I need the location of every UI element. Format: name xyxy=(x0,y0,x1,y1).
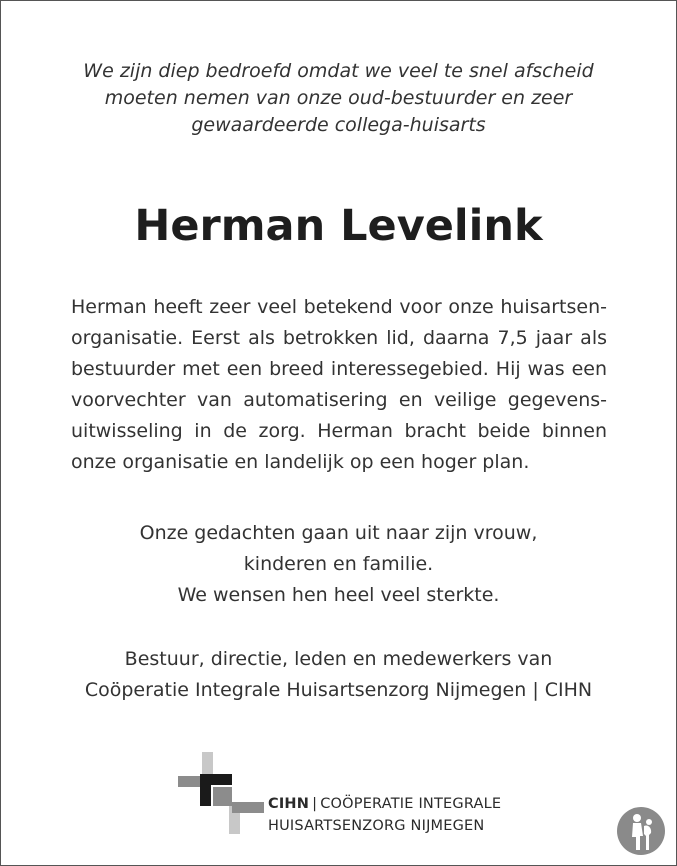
tribute-paragraph xyxy=(71,292,607,478)
logo-line-1 xyxy=(268,793,501,815)
tribute-line: onze organisatie en landelijk op een hoger plan. xyxy=(71,451,530,473)
condolence-line: Onze gedachten gaan uit naar zijn vrouw, xyxy=(139,522,538,544)
logo-brand: CIHN xyxy=(268,796,310,812)
logo-line-1-rest: COÖPERATIE INTEGRALE xyxy=(320,796,502,812)
logo-line-2: HUISARTSENZORG NIJMEGEN xyxy=(268,818,485,834)
tribute-line: Herman heeft zeer veel betekend voor onze huisartsen- xyxy=(71,296,607,318)
logo-separator: | xyxy=(312,796,318,812)
cihn-cross-logo-icon xyxy=(178,752,268,836)
signature-line: Coöperatie Integrale Huisartsenzorg Nijmegen | CIHN xyxy=(84,679,593,701)
cihn-logo-text xyxy=(268,793,501,837)
intro-line: moeten nemen van onze oud-bestuurder en zeer xyxy=(104,87,573,109)
signature-text xyxy=(0,644,677,706)
deceased-name: Herman Levelink xyxy=(134,201,543,251)
intro-text xyxy=(0,58,677,139)
intro-line: gewaardeerde collega-huisarts xyxy=(191,114,486,136)
intro-line: We zijn diep bedroefd omdat we veel te snel afscheid xyxy=(83,60,594,82)
condolence-line: kinderen en familie. xyxy=(243,553,434,575)
memorial-figure-icon xyxy=(616,806,666,856)
tribute-line: uitwisseling in de zorg. Herman bracht beide binnen xyxy=(71,420,607,442)
condolence-line: We wensen hen heel veel sterkte. xyxy=(177,584,500,606)
signature-line: Bestuur, directie, leden en medewerkers van xyxy=(124,648,553,670)
tribute-line: organisatie. Eerst als betrokken lid, daarna 7,5 jaar als xyxy=(71,327,607,349)
tribute-line: voorvechter van automatisering en veilige gegevens- xyxy=(71,389,607,411)
tribute-line: bestuurder met een breed interessegebied. Hij was een xyxy=(71,358,607,380)
condolence-text xyxy=(0,518,677,611)
